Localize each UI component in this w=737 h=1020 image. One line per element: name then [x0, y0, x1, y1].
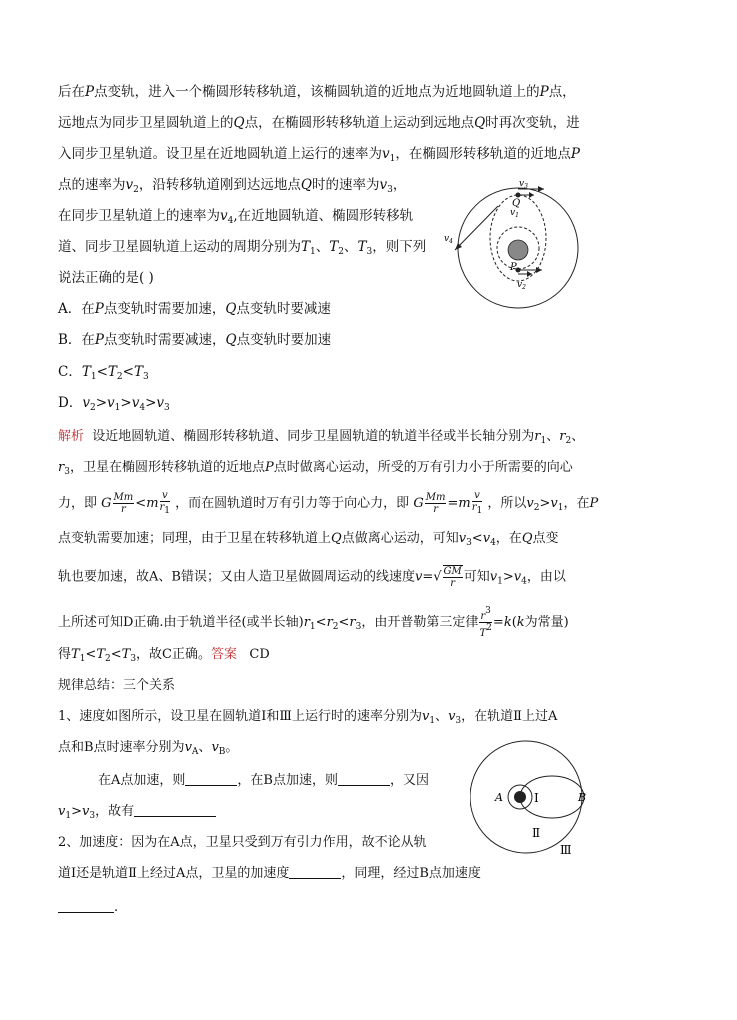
problem-line-6: 道、同步卫星圆轨道上运动的周期分别为$T_1$、$T_2$、$T_3$，则下列 — [58, 239, 427, 257]
v3-label: $v_3$ — [519, 179, 528, 190]
option-d: D．$v_2>v_1>v_4>v_3$ — [58, 395, 170, 413]
point-a-label: A — [495, 791, 503, 804]
orbit-3-label: Ⅲ — [560, 843, 572, 857]
solution-line-3: 力，即 G $\frac{Mm}{r}$ <m $\frac{v}{r_1}$ ，而在圆轨道时万有引力等于向心力，即 G $\frac{Mm}{r}$ =m $\frac{v}{r_1}$ ，所以$v_2>v_1$，在P — [58, 490, 599, 516]
summary-item2-line3: . — [58, 898, 118, 918]
orbit-1-label: Ⅰ — [534, 791, 539, 805]
summary-item2-line1: 2、加速度：因为在A点，卫星只受到万有引力作用，故不论从轨 — [58, 835, 427, 850]
answer-label: 答案 — [211, 647, 238, 662]
summary-item1-line1: 1、速度如图所示，设卫星在圆轨道Ⅰ和Ⅲ上运行时的速率分别为$v_1$、$v_3$，在轨道Ⅱ上过A — [58, 709, 558, 726]
problem-line-4: 点的速率为$v_2$，沿转移轨道刚到达远地点Q时的速率为$v_3$， — [58, 177, 407, 195]
solution-line-4: 点变轨需要加速；同理，由于卫星在转移轨道上Q点做离心运动，可知$v_3<v_4$，在Q点变 — [58, 531, 559, 548]
solution-line-5: 轨也要加速，故A、B错误；又由人造卫星做圆周运动的线速度v=√ $\frac{GM}{r}$ 可知$v_1>v_4$，由以 — [58, 566, 566, 589]
solution-line-6: 上所述可知D正确.由于轨道半径(或半长轴)$r_1<r_2<r_3$，由开普勒第三定律 $\frac{r^3}{T^2}$ =k(k为常量) — [58, 606, 569, 639]
summary-item1-line2: 点和B点时速率分别为$v_A$、$v_B$。 — [58, 740, 239, 757]
blank-2[interactable] — [338, 771, 390, 786]
blank-1[interactable] — [185, 771, 237, 786]
orbit-figure-2 — [470, 740, 620, 860]
problem-line-3: 入同步卫星轨道。设卫星在近地圆轨道上运行的速率为$v_1$，在椭圆形转移轨道的近地点P — [58, 146, 580, 164]
summary-item1-line3: 在A点加速，则 ，在B点加速，则 ，又因 — [98, 773, 429, 788]
orbit-figure-1 — [440, 178, 590, 313]
point-b-label: B — [578, 791, 587, 804]
blank-4[interactable] — [289, 864, 341, 879]
summary-item1-line4: $v_1>v_3$，故有 — [58, 802, 216, 826]
q-label: Q — [512, 198, 521, 209]
answer: CD — [249, 647, 270, 662]
option-b: B．在P点变轨时需要减速，Q点变轨时要加速 — [58, 332, 332, 348]
orbit-2-label: Ⅱ — [532, 826, 541, 840]
problem-line-7: 说法正确的是( ) — [58, 270, 154, 286]
blank-3[interactable] — [134, 802, 216, 817]
option-c: C．$T_1<T_2<T_3$ — [58, 364, 149, 382]
solution-line-7: 得$T_1<T_2<T_3$，故C正确。答案 CD — [58, 647, 270, 664]
problem-line-5: 在同步卫星轨道上的速率为$v_4$,在近地圆轨道、椭圆形转移轨 — [58, 208, 414, 226]
option-a: A．在P点变轨时需要加速，Q点变轨时要减速 — [58, 301, 331, 317]
v1-label: $v_1$ — [510, 208, 519, 219]
sqrt-expression: √ $\frac{GM}{r}$ — [433, 566, 462, 589]
solution-line-2: $r_3$，卫星在椭圆形转移轨道的近地点P点时做离心运动，所受的万有引力小于所需要的向心 — [58, 460, 573, 477]
summary-title: 规律总结：三个关系 — [58, 678, 176, 693]
blank-5[interactable] — [58, 898, 114, 913]
problem-line-1: 后在P点变轨，进入一个椭圆形转移轨道，该椭圆轨道的近地点为近地圆轨道上的P点， — [58, 84, 576, 100]
v2-label: $v_2$ — [517, 280, 526, 291]
v4-label: $v_4$ — [444, 234, 453, 245]
solution-label: 解析 — [58, 429, 85, 444]
summary-item2-line2: 道Ⅰ还是轨道Ⅱ上经过A点，卫星的加速度 ，同理，经过B点加速度 — [58, 866, 481, 881]
solution-line-1: 解析 设近地圆轨道、椭圆形转移轨道、同步卫星圆轨道的轨道半径或半长轴分别为$r_1$、$r_2$、 — [58, 429, 585, 446]
problem-line-2: 远地点为同步卫星圆轨道上的Q点，在椭圆形转移轨道上运动到远地点Q时再次变轨，进 — [58, 115, 580, 131]
p-label: P — [510, 262, 517, 273]
